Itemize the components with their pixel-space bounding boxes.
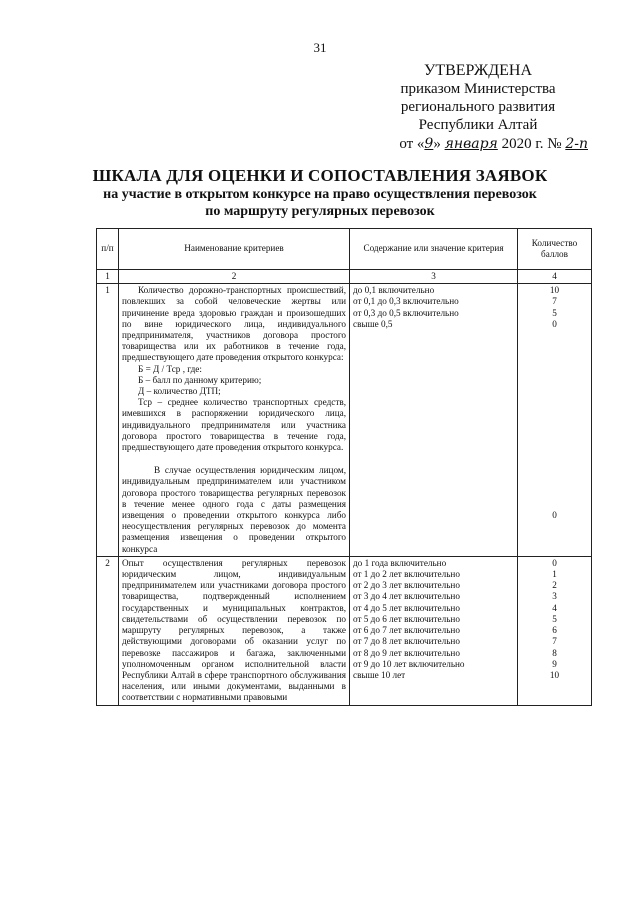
value-item: от 1 до 2 лет включительно (353, 569, 460, 580)
document-title (0, 166, 640, 220)
formula-line: Б – балл по данному критерию; (138, 374, 262, 385)
title-line-2: на участие в открытом конкурсе на право осуществления перевозок (103, 187, 537, 202)
header-num: п/п (97, 229, 119, 270)
formula-line: Д – количество ДТП; (138, 386, 221, 397)
date-prefix: от « (399, 136, 425, 152)
score-item: 5 (552, 307, 557, 318)
value-item: от 8 до 9 лет включительно (353, 647, 460, 658)
criterion-description (119, 556, 350, 705)
criterion-text: Опыт осуществления регулярных перевозок юридическим лицом, индивидуальным предпринимателем или участниками договора простого товарищества, подтвержденный исполнением государственных и муниципальных контрактов, свидетельствами об осуществлении перевозок по маршруту регулярных перевозок, а также действующими договорами об оказании услуг по перевозке пассажиров и багажа, заключенными уполномоченным органом исполнительной власти Республики Алтай в сфере транспортного обслуживания населения, или иными документами, выданными в соответствии с нормативными правовыми (122, 557, 346, 703)
value-item: от 2 до 3 лет включительно (353, 580, 460, 591)
score-item: 2 (552, 580, 557, 591)
col-number: 1 (97, 270, 119, 284)
criterion-description (119, 284, 350, 557)
row-number: 1 (97, 284, 119, 557)
date-mid: » (433, 136, 445, 152)
score-item: 7 (552, 296, 557, 307)
approval-line: приказом Министерства (400, 81, 556, 97)
row-number: 2 (97, 556, 119, 705)
score-values (518, 556, 592, 705)
table-row (97, 284, 592, 557)
score-item: 4 (552, 602, 557, 613)
approval-stamp (368, 62, 588, 134)
score-item: 0 (552, 557, 557, 568)
value-item: от 3 до 4 лет включительно (353, 591, 460, 602)
table-header-row (97, 229, 592, 270)
approval-line: Республики Алтай (418, 117, 538, 133)
page-number: 31 (313, 40, 327, 55)
order-number: 2-п (565, 136, 588, 152)
approval-line: регионального развития (400, 99, 556, 115)
score-item: 6 (552, 625, 557, 636)
col-number: 4 (518, 270, 592, 284)
column-number-row (97, 270, 592, 284)
value-item: свыше 0,5 (353, 318, 393, 329)
score-item: 7 (552, 636, 557, 647)
value-item: от 0,1 до 0,3 включительно (353, 296, 459, 307)
value-item: от 6 до 7 лет включительно (353, 625, 460, 636)
criterion-values (350, 556, 518, 705)
note-score: 0 (552, 510, 557, 521)
value-item: до 1 года включительно (353, 557, 447, 568)
header-name: Наименование критериев (119, 229, 350, 270)
formula-block (122, 364, 346, 398)
value-item: от 7 до 8 лет включительно (353, 636, 460, 647)
score-item: 9 (552, 658, 557, 669)
value-item: свыше 10 лет (353, 669, 406, 680)
criterion-values (350, 284, 518, 557)
date-year: 2020 г. № (497, 136, 566, 152)
approval-date (399, 136, 588, 153)
title-line-1: ШКАЛА ДЛЯ ОЦЕНКИ И СОПОСТАВЛЕНИЯ ЗАЯВОК (92, 166, 548, 185)
value-item: от 9 до 10 лет включительно (353, 658, 465, 669)
tcp-definition: Тср – среднее количество транспортных средств, имевшихся в распоряжении юридического лица, индивидуального предпринимателя или участника договора простого товарищества в течение года, предшествующего дате проведения открытого конкурса. (122, 397, 346, 453)
value-item: от 4 до 5 лет включительно (353, 602, 460, 613)
header-score: Количество баллов (518, 229, 592, 270)
criterion-text: Количество дорожно-транспортных происшествий, повлекших за собой человеческие жертвы или причинение вреда здоровью граждан и произошедших по вине юридического лица, индивидуального предпринимателя, участников договора простого товарищества или их работников в течение года, предшествующего дате проведения открытого конкурса: (122, 285, 346, 363)
title-line-3: по маршруту регулярных перевозок (205, 204, 435, 219)
date-month: января (444, 136, 498, 152)
criterion-note: В случае осуществления юридическим лицом, индивидуальным предпринимателем или участником договора простого товарищества регулярных перевозок в течение менее одного года с даты размещения извещения о проведении открытого конкурса либо неосуществления регулярных перевозок до момента размещения извещения о проведении открытого конкурса (122, 465, 346, 554)
date-day: 9 (424, 136, 434, 152)
criteria-table (96, 228, 592, 706)
table-row (97, 556, 592, 705)
value-item: до 0,1 включительно (353, 285, 435, 296)
header-content: Содержание или значение критерия (350, 229, 518, 270)
value-item: от 0,3 до 0,5 включительно (353, 307, 459, 318)
score-item: 1 (552, 569, 557, 580)
col-number: 3 (350, 270, 518, 284)
score-item: 5 (552, 613, 557, 624)
score-item: 10 (549, 285, 560, 296)
formula-line: Б = Д / Тср , где: (138, 363, 202, 374)
col-number: 2 (119, 270, 350, 284)
score-item: 3 (552, 591, 557, 602)
approval-title: УТВЕРЖДЕНА (423, 62, 532, 79)
value-item: от 5 до 6 лет включительно (353, 613, 460, 624)
score-values (518, 284, 592, 557)
score-item: 0 (552, 318, 557, 329)
score-item: 10 (549, 669, 560, 680)
score-item: 8 (552, 647, 557, 658)
